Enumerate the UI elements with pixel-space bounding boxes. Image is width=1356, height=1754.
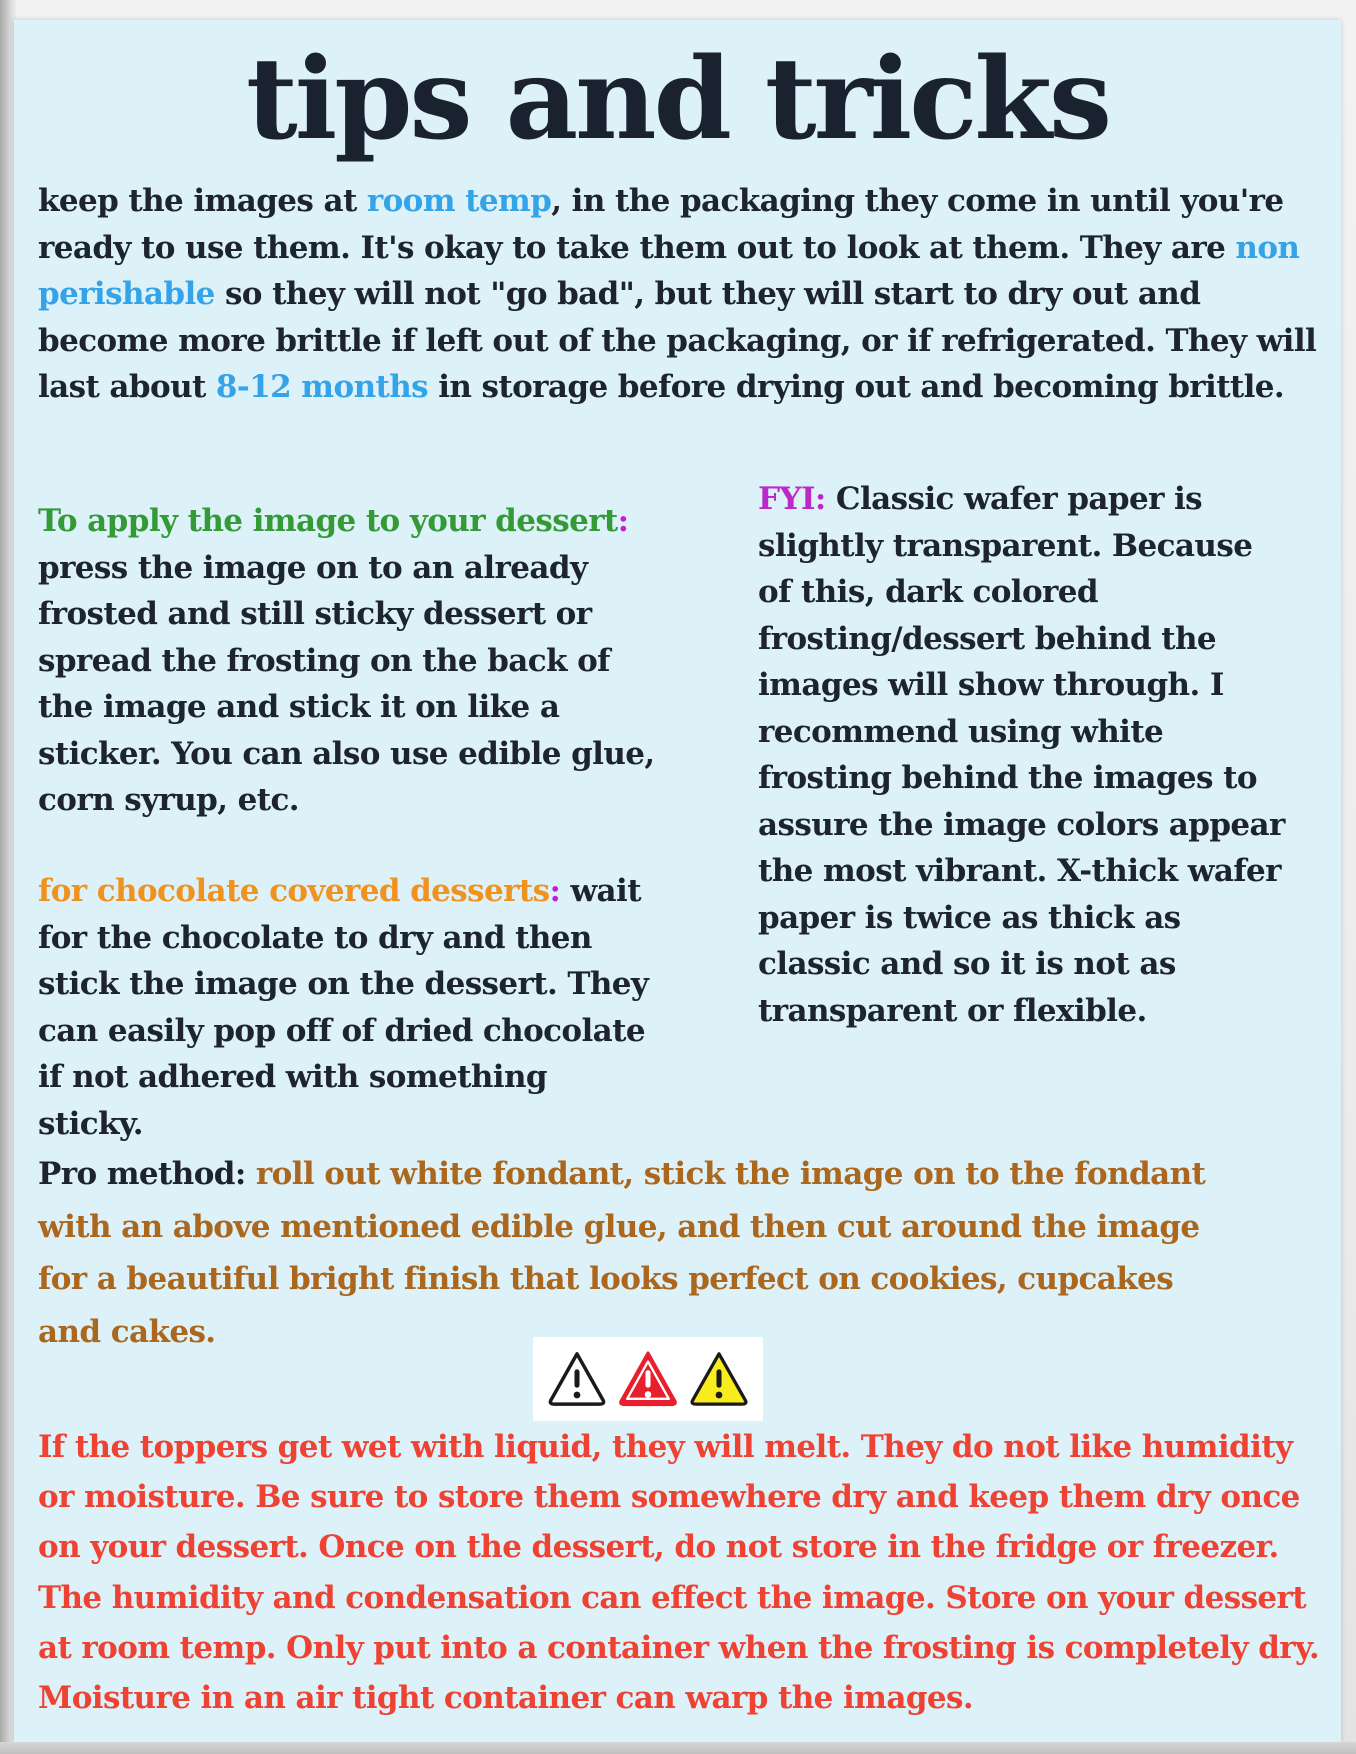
pro-method-body: roll out white fondant, stick the image on to the fondant with an above mentioned edible glue, and then cut around the image for a beautiful bright finish that looks perfect on cookies, cupcakes and cakes.: [38, 1156, 1206, 1351]
fyi-label: FYI:: [758, 481, 826, 517]
chocolate-heading: for chocolate covered desserts: [38, 873, 550, 909]
storage-warning-paragraph: [38, 1422, 1330, 1723]
warning-triangle-outline-icon: [546, 1349, 608, 1409]
apply-colon: :: [617, 503, 629, 539]
intro-text-1: keep the images at: [38, 183, 367, 219]
warning-triangle-yellow-icon: [688, 1349, 750, 1409]
tips-card: [14, 20, 1341, 1742]
chocolate-body: wait for the chocolate to dry and then stick the image on the dessert. They can easily pop off of dried chocolate if not adhered with something sticky.: [38, 873, 649, 1142]
apply-section: [38, 498, 668, 824]
chocolate-section: [38, 868, 653, 1147]
apply-heading: To apply the image to your dessert: [38, 503, 618, 539]
intro-paragraph: [38, 178, 1326, 411]
warning-icons-box: [533, 1337, 763, 1421]
highlight-8-12-months: 8-12 months: [215, 369, 429, 405]
highlight-non-perishable: non perishable: [38, 229, 1300, 312]
apply-body: press the image on to an already frosted and still sticky dessert or spread the frosting on the back of the image and stick it on like a sticker. You can also use edible glue, corn syrup, etc.: [38, 549, 655, 818]
chocolate-colon: :: [549, 873, 561, 909]
warning-triangle-red-icon: [617, 1349, 679, 1409]
pro-method-label: Pro method:: [38, 1156, 246, 1192]
fyi-body: Classic wafer paper is slightly transparent. Because of this, dark colored frosting/dessert behind the images will show through. I recommend using white frosting behind the images to assure the image colors appear the most vibrant. X-thick wafer paper is twice as thick as classic and so it is not as transparent or flexible.: [758, 481, 1285, 1029]
fyi-section: [758, 476, 1293, 1034]
page-title: tips and tricks: [245, 34, 1110, 165]
highlight-room-temp: room temp: [366, 183, 552, 219]
storage-warning-text: If the toppers get wet with liquid, they will melt. They do not like humidity or moisture. Be sure to store them somewhere dry and keep them dry once on your dessert. Once on the dessert, do not store in the fridge or freezer. The humidity and condensation can effect the image. Store on your dessert at room temp. Only put into a container when the frosting is completely dry. Moisture in an air tight container can warp the images.: [38, 1429, 1320, 1717]
pro-method-section: [38, 1148, 1233, 1359]
intro-text-2: , in the packaging they come in until you're ready to use them. It's okay to take them out to look at them. They are: [38, 183, 1284, 266]
intro-text-4: in storage before drying out and becoming brittle.: [428, 369, 1285, 405]
intro-text-3: so they will not "go bad", but they will start to dry out and become more brittle if left out of the packaging, or if refrigerated. They will last about: [38, 276, 1317, 405]
